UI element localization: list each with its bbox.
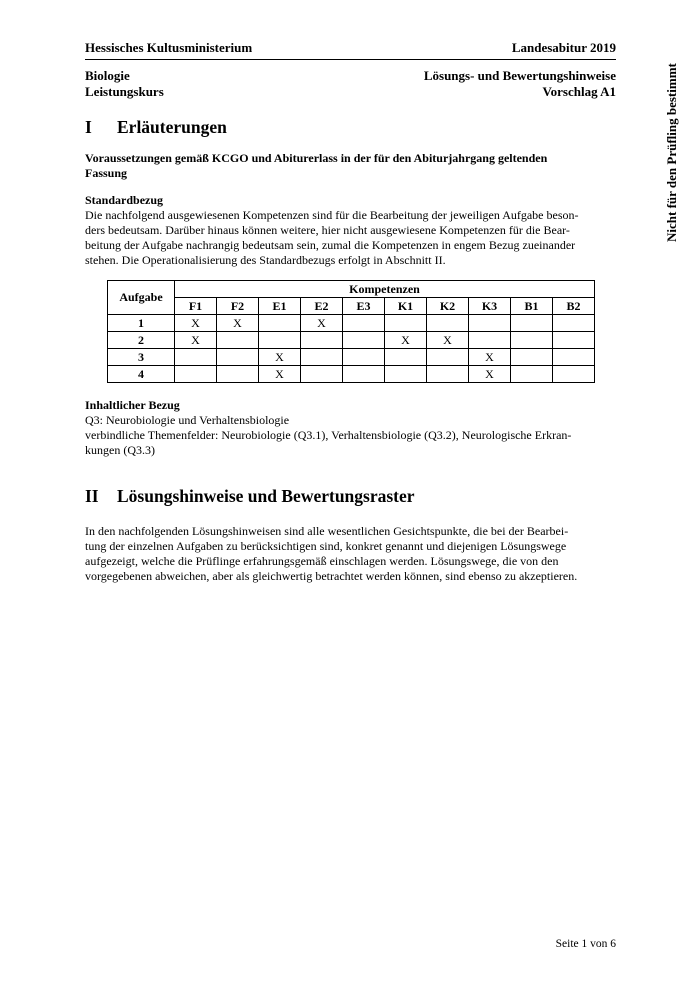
- header-row-1: [85, 40, 616, 56]
- table-cell: X: [469, 349, 511, 366]
- header-competencies: Kompetenzen: [175, 281, 595, 298]
- table-cell: [427, 366, 469, 383]
- sidebar-note-text: Nicht für den Prüfling bestimmt: [664, 63, 679, 242]
- section-1-heading: [85, 117, 616, 137]
- paragraph-line: verbindliche Themenfelder: Neurobiologie (Q3.1), Verhaltensbiologie (Q3.2), Neurologische Erkran-: [85, 428, 572, 442]
- table-cell: [343, 315, 385, 332]
- competency-table: [107, 280, 595, 383]
- header-competency: E1: [259, 298, 301, 315]
- table-cell: [469, 332, 511, 349]
- table-cell: [217, 349, 259, 366]
- standard-heading: Standardbezug: [85, 193, 164, 207]
- header-competency: K1: [385, 298, 427, 315]
- header-exam: Landesabitur 2019: [511, 40, 616, 55]
- table-cell: [469, 315, 511, 332]
- table-header-row: [108, 281, 595, 298]
- table-cell: [553, 315, 595, 332]
- paragraph-line: stehen. Die Operationalisierung des Standardbezugs erfolgt in Abschnitt II.: [85, 253, 446, 267]
- header-competency: E2: [301, 298, 343, 315]
- table-cell: [217, 332, 259, 349]
- section-1-number: I: [85, 117, 92, 137]
- section-1-title: Erläuterungen: [117, 117, 227, 137]
- table-cell: X: [175, 332, 217, 349]
- table-row: [108, 366, 595, 383]
- paragraph-line: ders bedeutsam. Darüber hinaus können weitere, hier nicht ausgewiesene Kompetenzen für die Bear-: [85, 223, 570, 237]
- content-heading: Inhaltlicher Bezug: [85, 398, 180, 412]
- table-cell: [511, 349, 553, 366]
- table-cell: [511, 332, 553, 349]
- header-competency: K3: [469, 298, 511, 315]
- table-cell: [553, 349, 595, 366]
- table-row: [108, 349, 595, 366]
- table-cell: [343, 349, 385, 366]
- table-cell: [385, 315, 427, 332]
- section-2-number: II: [85, 486, 99, 506]
- header-competency: B1: [511, 298, 553, 315]
- task-number: 2: [108, 332, 175, 349]
- table-cell: X: [259, 349, 301, 366]
- table-cell: [175, 366, 217, 383]
- table-cell: [217, 366, 259, 383]
- paragraph-line: vorgegebenen abweichen, aber als gleichwertig betrachtet werden können, sind ebenso zu akzeptieren.: [85, 569, 578, 583]
- header-row-3: [85, 84, 616, 100]
- paragraph-line: tung der einzelnen Aufgaben zu berücksichtigen sind, konkret genannt und diejenigen Lösungswege: [85, 539, 567, 553]
- table-cell: [343, 366, 385, 383]
- header-course: Leistungskurs: [85, 84, 164, 99]
- task-number: 4: [108, 366, 175, 383]
- prerequisites-line: Fassung: [85, 166, 128, 180]
- header-competency: K2: [427, 298, 469, 315]
- table-cell: [343, 332, 385, 349]
- paragraph-line: Die nachfolgend ausgewiesenen Kompetenzen sind für die Bearbeitung der jeweiligen Aufgabe beson-: [85, 208, 579, 222]
- prerequisites-line: Voraussetzungen gemäß KCGO und Abiturerlass in der für den Abiturjahrgang geltenden: [85, 151, 548, 165]
- header-proposal: Vorschlag A1: [542, 84, 616, 99]
- section-2-paragraph: [85, 524, 616, 584]
- table-cell: [553, 332, 595, 349]
- table-cell: [259, 332, 301, 349]
- header-task: Aufgabe: [108, 281, 175, 315]
- table-cell: [301, 349, 343, 366]
- header-competency: F2: [217, 298, 259, 315]
- header-row-2: [85, 68, 616, 84]
- page-number: Seite 1 von 6: [555, 938, 616, 950]
- standard-paragraph: [85, 208, 616, 268]
- table-subheader-row: [108, 298, 595, 315]
- section-2-heading: [85, 486, 616, 506]
- table-cell: [553, 366, 595, 383]
- table-cell: [385, 349, 427, 366]
- table-cell: [259, 315, 301, 332]
- table-cell: X: [259, 366, 301, 383]
- table-cell: [301, 332, 343, 349]
- table-row: [108, 315, 595, 332]
- content-paragraph: [85, 413, 616, 458]
- header-competency: F1: [175, 298, 217, 315]
- task-number: 1: [108, 315, 175, 332]
- paragraph-line: In den nachfolgenden Lösungshinweisen sind alle wesentlichen Gesichtspunkte, die bei der Bearbei-: [85, 524, 569, 538]
- header-divider: [85, 59, 616, 60]
- table-cell: X: [385, 332, 427, 349]
- document-page: [85, 40, 616, 584]
- table-cell: [427, 349, 469, 366]
- table-cell: [511, 315, 553, 332]
- paragraph-line: aufgezeigt, welche die Prüflinge erfahrungsgemäß einschlagen werden. Lösungswege, die von den: [85, 554, 559, 568]
- table-cell: X: [469, 366, 511, 383]
- table-cell: [511, 366, 553, 383]
- prerequisites-heading: [85, 151, 616, 181]
- header-subject: Biologie: [85, 68, 130, 83]
- table-cell: [427, 315, 469, 332]
- table-cell: X: [175, 315, 217, 332]
- table-row: [108, 332, 595, 349]
- table-cell: [301, 366, 343, 383]
- header-competency: B2: [553, 298, 595, 315]
- paragraph-line: Q3: Neurobiologie und Verhaltensbiologie: [85, 413, 290, 427]
- table-cell: X: [217, 315, 259, 332]
- task-number: 3: [108, 349, 175, 366]
- sidebar-note: [662, 40, 682, 250]
- table-cell: X: [427, 332, 469, 349]
- header-ministry: Hessisches Kultusministerium: [85, 40, 253, 55]
- table-cell: X: [301, 315, 343, 332]
- paragraph-line: kungen (Q3.3): [85, 443, 155, 457]
- header-doc-type: Lösungs- und Bewertungshinweise: [423, 68, 616, 83]
- table-cell: [175, 349, 217, 366]
- table-cell: [385, 366, 427, 383]
- section-2-title: Lösungshinweise und Bewertungsraster: [117, 486, 415, 506]
- paragraph-line: beitung der Aufgabe nachrangig bedeutsam sein, zumal die Kompetenzen in engem Bezug zueinander: [85, 238, 576, 252]
- header-competency: E3: [343, 298, 385, 315]
